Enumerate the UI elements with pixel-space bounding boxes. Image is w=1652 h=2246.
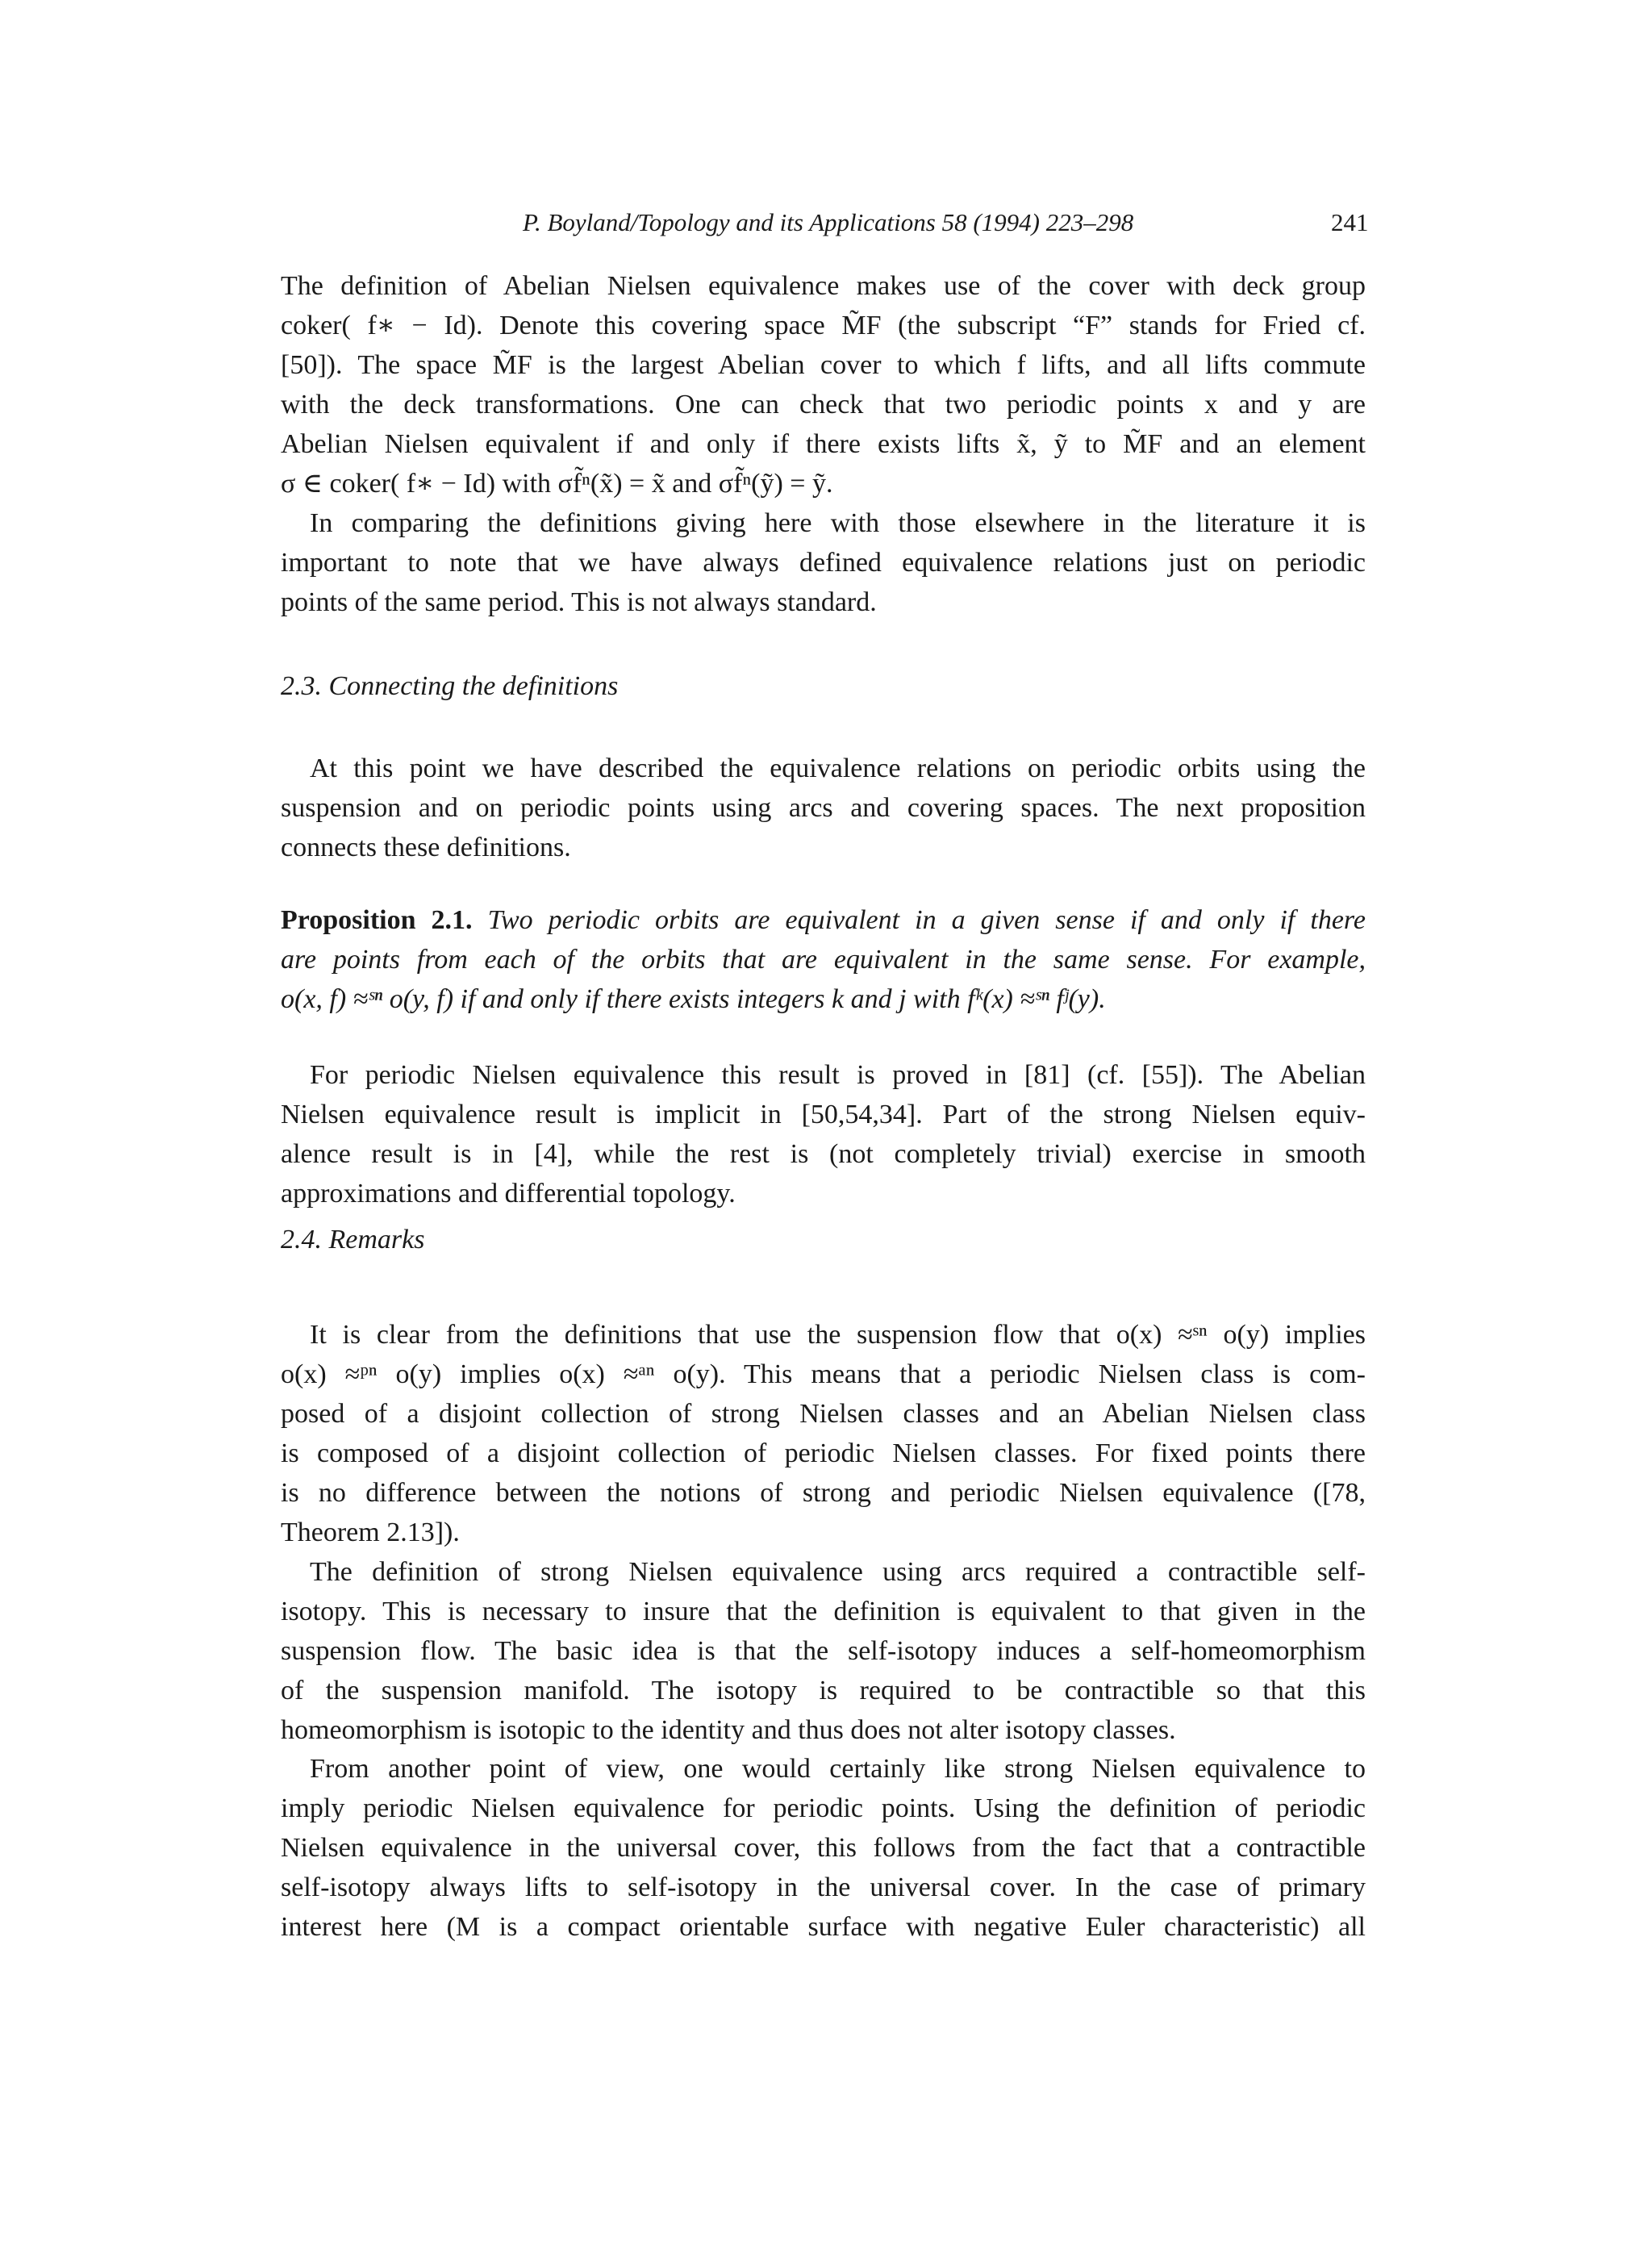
text-line: is composed of a disjoint collection of periodic Nielsen classes. For fixed points there	[281, 1438, 1366, 1468]
text-line: The definition of Abelian Nielsen equivalence makes use of the cover with deck group	[281, 271, 1366, 301]
text-line: important to note that we have always defined equivalence relations just on periodic	[281, 548, 1366, 578]
text-line: Theorem 2.13]).	[281, 1518, 460, 1547]
text-line: alence result is in [4], while the rest is (not completely trivial) exercise in smooth	[281, 1139, 1366, 1169]
text-line: is no difference between the notions of strong and periodic Nielsen equivalence ([78,	[281, 1478, 1366, 1508]
text-line: suspension and on periodic points using arcs and covering spaces. The next proposition	[281, 793, 1366, 823]
proposition-2-1	[281, 900, 1366, 1019]
paragraph-comparing-definitions	[281, 503, 1366, 622]
text-line: For periodic Nielsen equivalence this result is proved in [81] (cf. [55]). The Abelian	[310, 1060, 1366, 1090]
text-line: σ ∈ coker( f∗ − Id) with σf̃ⁿ(x̃) = x̃ and σf̃ⁿ(ỹ) = ỹ.	[281, 469, 833, 499]
text-line: isotopy. This is necessary to insure that the definition is equivalent to that given in the	[281, 1597, 1366, 1626]
paragraph-remarks	[281, 1315, 1366, 1552]
page-number: 241	[1331, 208, 1369, 236]
text-line: suspension flow. The basic idea is that the self-isotopy induces a self-homeomorphism	[281, 1636, 1366, 1666]
text-line: coker( f∗ − Id). Denote this covering space M̃F (the subscript “F” stands for Fried cf.	[281, 311, 1366, 340]
paragraph-contractible-isotopy	[281, 1552, 1366, 1750]
section-heading-2-4: 2.4. Remarks	[281, 1225, 425, 1255]
section-heading-2-3: 2.3. Connecting the definitions	[281, 671, 619, 701]
text-line: In comparing the definitions giving here with those elsewhere in the literature it is	[310, 508, 1366, 538]
proposition-line: o(x, f) ≈ˢⁿ o(y, f) if and only if there exists integers k and j with fᵏ(x) ≈ˢⁿ fʲ(y).	[281, 984, 1106, 1014]
text-line: of the suspension manifold. The isotopy is required to be contractible so that this	[281, 1676, 1366, 1705]
text-line: posed of a disjoint collection of strong Nielsen classes and an Abelian Nielsen class	[281, 1399, 1366, 1429]
text-line: The definition of strong Nielsen equivalence using arcs required a contractible self-	[310, 1557, 1366, 1587]
paragraph-abelian-cover	[281, 266, 1366, 503]
text-line: Nielsen equivalence in the universal cover, this follows from the fact that a contractible	[281, 1833, 1366, 1863]
text-line: with the deck transformations. One can check that two periodic points x and y are	[281, 390, 1366, 420]
text-line: At this point we have described the equivalence relations on periodic orbits using the	[310, 754, 1366, 783]
text-line: interest here (M is a compact orientable surface with negative Euler characteristic) all	[281, 1912, 1366, 1942]
text-line: imply periodic Nielsen equivalence for periodic points. Using the definition of periodic	[281, 1793, 1366, 1823]
running-title: P. Boyland/Topology and its Applications 58 (1994) 223–298	[523, 208, 1134, 236]
text-line: Abelian Nielsen equivalent if and only if there exists lifts x̃, ỹ to M̃F and an element	[281, 429, 1366, 459]
proposition-text: Two periodic orbits are equivalent in a given sense if and only if there	[487, 905, 1366, 935]
proposition-line: are points from each of the orbits that are equivalent in the same sense. For example,	[281, 945, 1366, 975]
text-line: [50]). The space M̃F is the largest Abelian cover to which f lifts, and all lifts commute	[281, 350, 1366, 380]
text-line: connects these definitions.	[281, 833, 571, 862]
text-line: o(x) ≈ᵖⁿ o(y) implies o(x) ≈ᵃⁿ o(y). This means that a periodic Nielsen class is com-	[281, 1359, 1366, 1389]
proposition-label: Proposition 2.1.	[281, 905, 473, 935]
text-line: It is clear from the definitions that use the suspension flow that o(x) ≈ˢⁿ o(y) implies	[310, 1320, 1366, 1350]
text-line: self-isotopy always lifts to self-isotopy in the universal cover. In the case of primary	[281, 1872, 1366, 1902]
proposition-line	[281, 900, 1366, 940]
paragraph-connecting	[281, 749, 1366, 867]
text-line: approximations and differential topology.	[281, 1179, 736, 1209]
text-line: From another point of view, one would certainly like strong Nielsen equivalence to	[310, 1754, 1366, 1784]
text-line: Nielsen equivalence result is implicit in [50,54,34]. Part of the strong Nielsen equiv-	[281, 1100, 1366, 1129]
text-line: homeomorphism is isotopic to the identity and thus does not alter isotopy classes.	[281, 1715, 1176, 1745]
paragraph-proof-references	[281, 1055, 1366, 1213]
paragraph-another-view	[281, 1749, 1366, 1947]
text-line: points of the same period. This is not always standard.	[281, 587, 877, 617]
